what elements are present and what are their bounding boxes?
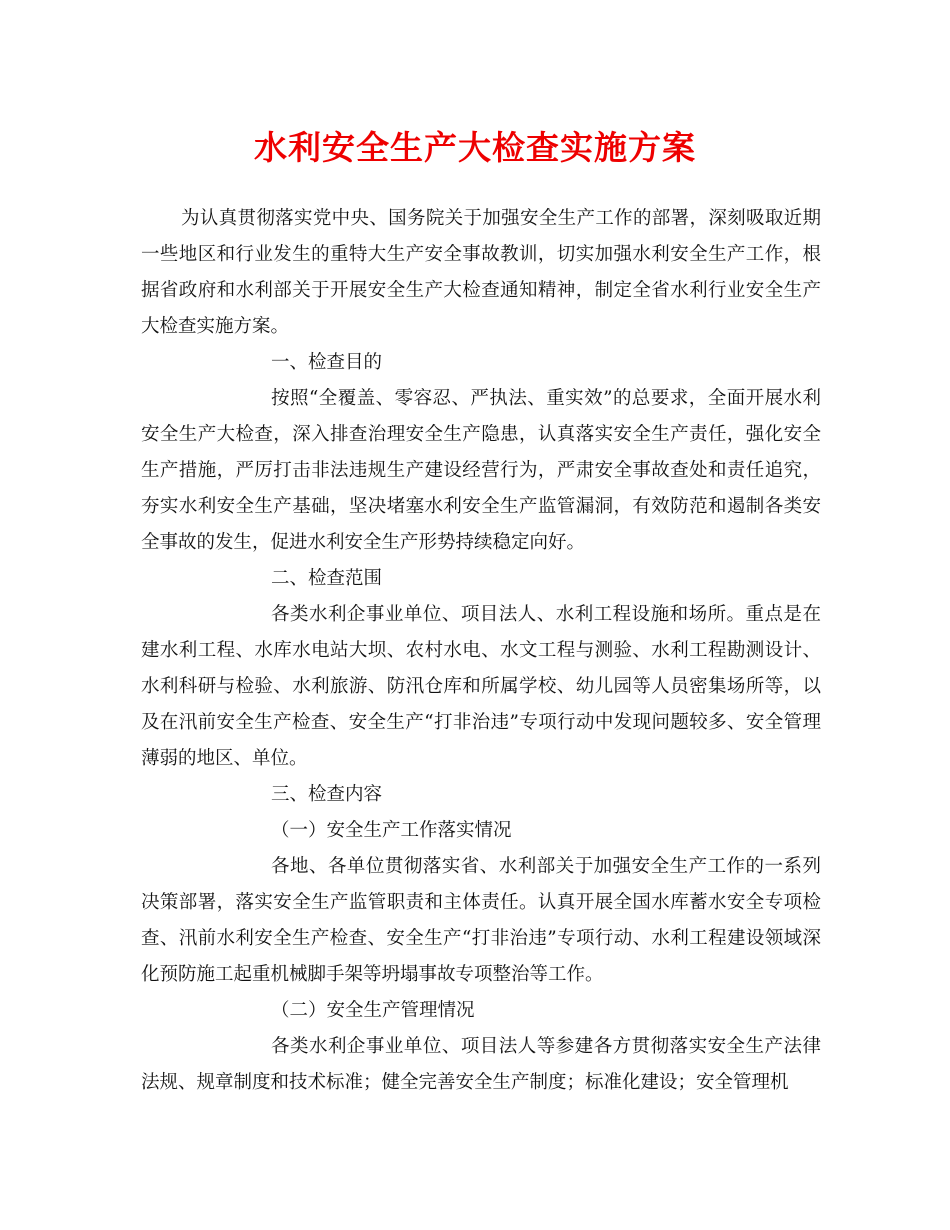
subsection-heading-management: （二）安全生产管理情况 — [271, 1000, 475, 1021]
subsection-heading-implementation: （一）安全生产工作落实情况 — [271, 820, 512, 841]
document-title: 水利安全生产大检查实施方案 — [254, 128, 696, 167]
document-body — [141, 201, 821, 1101]
purpose-paragraph: 按照“全覆盖、零容忍、严执法、重实效”的总要求，全面开展水利安全生产大检查，深入排查治理安全生产隐患，认真落实安全生产责任，强化安全生产措施，严厉打击非法违规生产建设经营行为，严肃安全事故查处和责任追究，夯实水利安全生产基础，坚决堵塞水利安全生产监管漏洞，有效防范和遏制各类安全事故的发生，促进水利安全生产形势持续稳定向好。 — [141, 388, 821, 553]
section-heading-content: 三、检查内容 — [271, 784, 383, 805]
section-heading-scope: 二、检查范围 — [271, 568, 383, 589]
management-paragraph: 各类水利企事业单位、项目法人等参建各方贯彻落实安全生产法律法规、规章制度和技术标准；健全完善安全生产制度；标准化建设；安全管理机 — [141, 1036, 821, 1093]
section-heading-purpose: 一、检查目的 — [271, 352, 383, 373]
scope-paragraph: 各类水利企事业单位、项目法人、水利工程设施和场所。重点是在建水利工程、水库水电站大坝、农村水电、水文工程与测验、水利工程勘测设计、水利科研与检验、水利旅游、防汛仓库和所属学校、幼儿园等人员密集场所等，以及在汛前安全生产检查、安全生产“打非治违”专项行动中发现问题较多、安全管理薄弱的地区、单位。 — [141, 604, 821, 769]
implementation-paragraph: 各地、各单位贯彻落实省、水利部关于加强安全生产工作的一系列决策部署，落实安全生产监管职责和主体责任。认真开展全国水库蓄水安全专项检查、汛前水利安全生产检查、安全生产“打非治违”专项行动、水利工程建设领域深化预防施工起重机械脚手架等坍塌事故专项整治等工作。 — [141, 856, 821, 985]
intro-paragraph: 为认真贯彻落实党中央、国务院关于加强安全生产工作的部署，深刻吸取近期一些地区和行业发生的重特大生产安全事故教训，切实加强水利安全生产工作，根据省政府和水利部关于开展安全生产大检查通知精神，制定全省水利行业安全生产大检查实施方案。 — [141, 208, 821, 337]
